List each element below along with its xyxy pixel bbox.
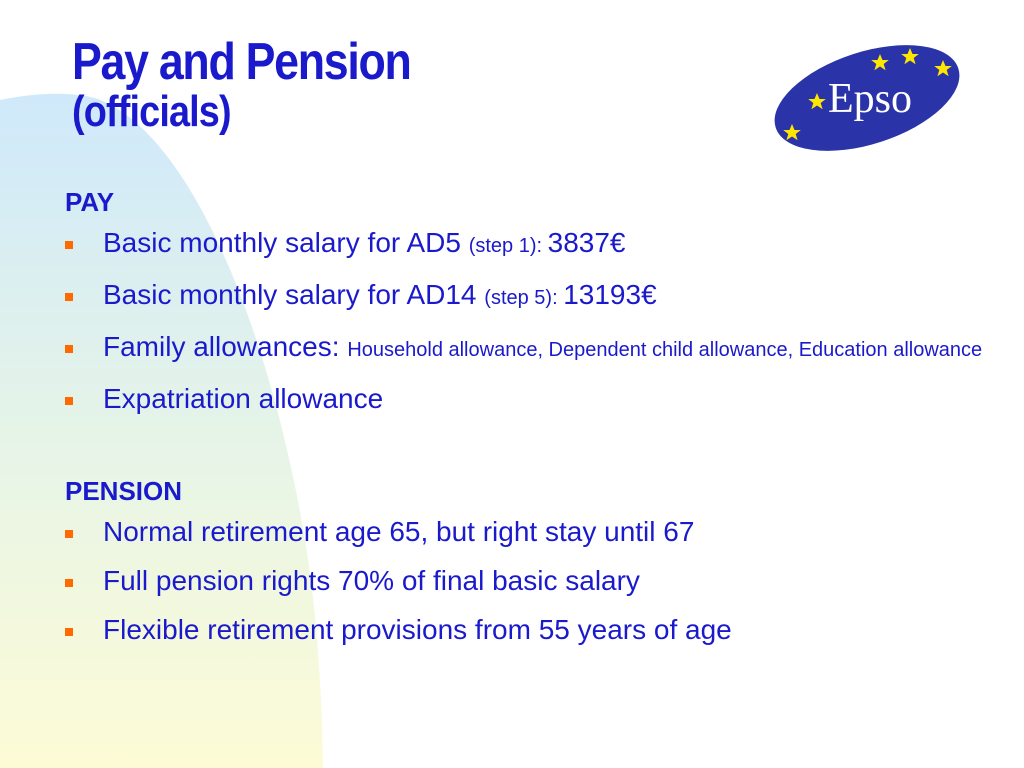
pension-heading: PENSION (65, 476, 183, 506)
pension-item-text: Flexible retirement provisions from 55 years of age (103, 614, 732, 645)
pay-item-note: (step 5): (484, 287, 564, 309)
pension-item-text: Full pension rights 70% of final basic salary (103, 565, 640, 596)
square-bullet-icon (65, 628, 73, 636)
slide-title: Pay and Pension (72, 33, 411, 91)
list-item (65, 330, 995, 367)
pay-item-text: Expatriation allowance (103, 383, 384, 414)
pay-item-note: (step 1): (468, 235, 548, 257)
square-bullet-icon (65, 345, 73, 353)
pension-item-text: Normal retirement age 65, but right stay until 67 (103, 516, 695, 547)
pay-item-value: 13193€ (563, 279, 657, 310)
pay-list (65, 226, 995, 416)
list-item (65, 564, 995, 598)
section-spacer (65, 431, 995, 473)
square-bullet-icon (65, 241, 73, 249)
square-bullet-icon (65, 293, 73, 301)
pension-list (65, 515, 995, 647)
list-item (65, 278, 995, 315)
pay-item-text: Family allowances: (103, 331, 348, 362)
pay-item-text: Basic monthly salary for AD5 (103, 227, 469, 258)
list-item (65, 382, 995, 416)
list-item (65, 226, 995, 263)
logo-text: Epso (828, 76, 912, 122)
pay-item-text: Basic monthly salary for AD14 (103, 279, 485, 310)
list-item (65, 515, 995, 549)
pay-item-value: 3837€ (547, 227, 626, 258)
square-bullet-icon (65, 397, 73, 405)
slide-title-block (72, 33, 466, 136)
slide-subtitle: (officials) (72, 87, 231, 136)
pay-item-note: Household allowance, Dependent child allowance, Education allowance (347, 339, 983, 361)
slide-content (65, 184, 995, 662)
square-bullet-icon (65, 530, 73, 538)
square-bullet-icon (65, 579, 73, 587)
pay-heading: PAY (65, 187, 115, 217)
list-item (65, 613, 995, 647)
epso-logo (770, 40, 965, 152)
